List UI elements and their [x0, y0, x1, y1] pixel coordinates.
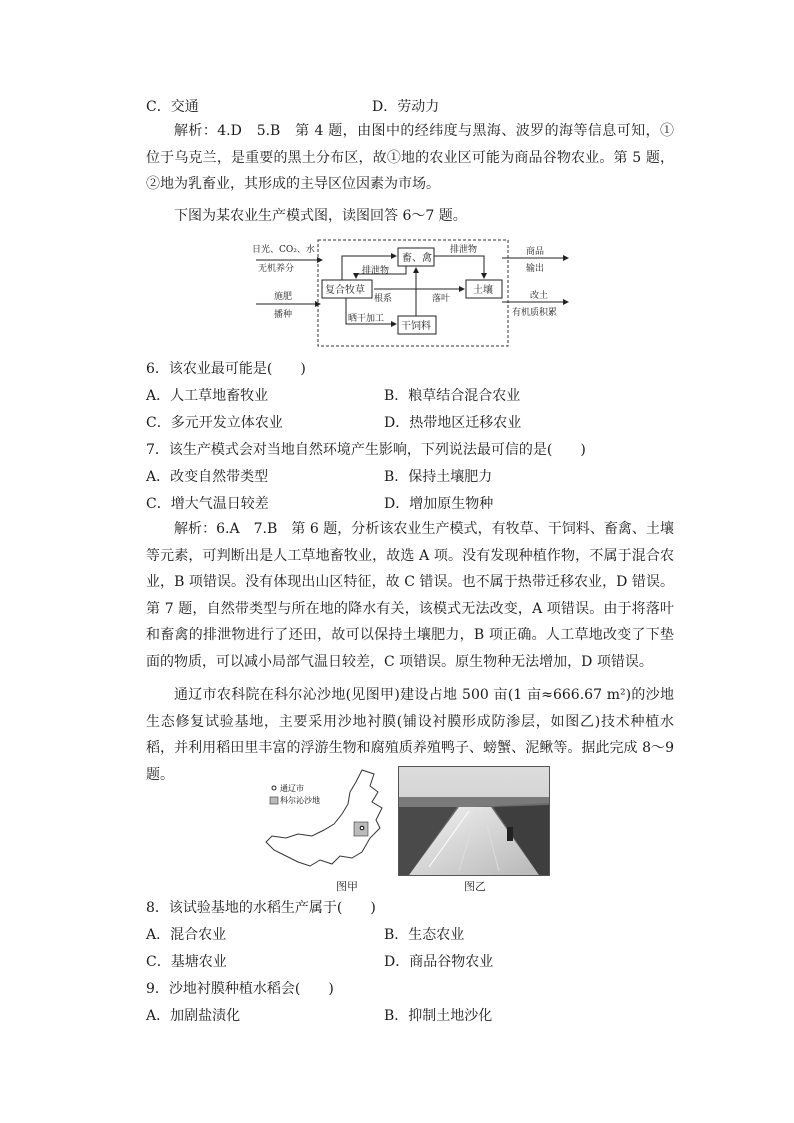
legend-city-symbol [272, 786, 276, 790]
analysis-6-7: 解析：6.A 7.B 第 6 题，分析该农业生产模式，有牧草、干饲料、畜禽、土壤等元素，可判断出是人工草地畜牧业，故选 A 项。没有发现种植作物，不属于混合农业，B 项错误。没有体现出山区特征，故 C 错误。也不属于热带迁移农业，D 错误。第 7 题，自然带类型与所在地的降水有关，该模式无法改变，A 项错误。由于将落叶和畜禽的排泄物进行了还田，故可以保持土壤肥力，B 项正确。人工草地改变了下垫面的物质，可以减小局部气温日较差，C 项错误。原生物种无法增加，D 项错误。 [146, 521, 674, 670]
intro-8-9: 通辽市农科院在科尔沁沙地(见图甲)建设占地 500 亩(1 亩≈666.67 m²)的沙地生态修复试验基地，主要采用沙地衬膜(铺设衬膜形成防渗层，如图乙)技术种植水稻，并利用稻田里丰富的浮游生物和腐殖质养殖鸭子、螃蟹、泥鳅等。据此完成 8～9 题。 [146, 687, 674, 783]
legend-city-label: 通辽市 [280, 784, 304, 793]
q6-option-a: A．人工草地畜牧业 [146, 388, 269, 404]
q7-option-a: A．改变自然带类型 [146, 469, 269, 485]
q8-option-d: D．商品谷物农业 [384, 954, 494, 970]
diagram-input-top-2: 无机养分 [258, 264, 295, 274]
q8-option-c: C．基塘农业 [146, 954, 227, 970]
tongliao-city-marker [360, 826, 364, 830]
q8-option-b: B．生态农业 [384, 927, 465, 943]
q6-option-b: B．粮草结合混合农业 [384, 388, 521, 404]
map-figure-a [262, 766, 392, 878]
output-mid-2: 有机质积累 [512, 308, 558, 318]
diagram-input-mid-1: 施肥 [274, 292, 293, 302]
q7-stem: 7．该生产模式会对当地自然环境产生影响，下列说法最可信的是( ) [146, 442, 586, 458]
excreta-top-label: 排泄物 [450, 245, 478, 255]
excreta-inner-label: 排泄物 [362, 266, 390, 276]
film-lined-field-photo [399, 767, 549, 875]
pasture-label: 复合牧草 [325, 285, 365, 296]
legend-sand-label: 科尔沁沙地 [280, 796, 320, 805]
q7-option-d: D．增加原生物种 [384, 496, 494, 512]
q9-option-b: B．抑制土地沙化 [384, 1008, 493, 1024]
diagram-input-top-1: 日光、CO₂、水 [252, 245, 315, 255]
intro-6-7: 下图为某农业生产模式图，读图回答 6～7 题。 [174, 208, 467, 224]
output-top-1: 商品 [526, 247, 545, 257]
caption-figure-a: 图甲 [336, 880, 358, 893]
drying-label: 晒干加工 [348, 314, 385, 324]
farming-mode-diagram [246, 238, 576, 350]
analysis-4-5: 解析：4.D 5.B 第 4 题，由图中的经纬度与黑海、波罗的海等信息可知，①位于乌克兰，是重要的黑土分布区，故①地的农业区可能为商品谷物农业。第 5 题，②地为乳畜业，其形成的主导区位因素为市场。 [146, 123, 674, 192]
legend-sand-symbol [270, 797, 278, 804]
photo-figure-b [398, 766, 550, 876]
q7-option-c: C．增大气温日较差 [146, 496, 269, 512]
roots-label: 根系 [374, 294, 393, 304]
q6-option-d: D．热带地区迁移农业 [384, 415, 522, 431]
feed-label: 干饲料 [401, 321, 431, 332]
q8-stem: 8．该试验基地的水稻生产属于( ) [146, 900, 376, 916]
q9-option-a: A．加剧盐渍化 [146, 1008, 241, 1024]
output-mid-1: 改土 [530, 291, 549, 301]
livestock-label: 畜、禽 [402, 253, 432, 264]
caption-figure-b: 图乙 [464, 880, 486, 893]
output-top-2: 输出 [526, 264, 545, 274]
q6-option-c: C．多元开发立体农业 [146, 415, 283, 431]
q5-option-c: C．交通 [146, 99, 199, 115]
q6-stem: 6．该农业最可能是( ) [146, 361, 306, 377]
q5-option-d: D．劳动力 [372, 99, 440, 115]
q9-stem: 9．沙地衬膜种植水稻会( ) [146, 981, 334, 997]
soil-label: 土壤 [473, 285, 493, 296]
q7-option-b: B．保持土壤肥力 [384, 469, 493, 485]
leaves-label: 落叶 [432, 294, 451, 304]
diagram-input-mid-2: 播种 [274, 310, 293, 320]
q8-option-a: A．混合农业 [146, 927, 227, 943]
